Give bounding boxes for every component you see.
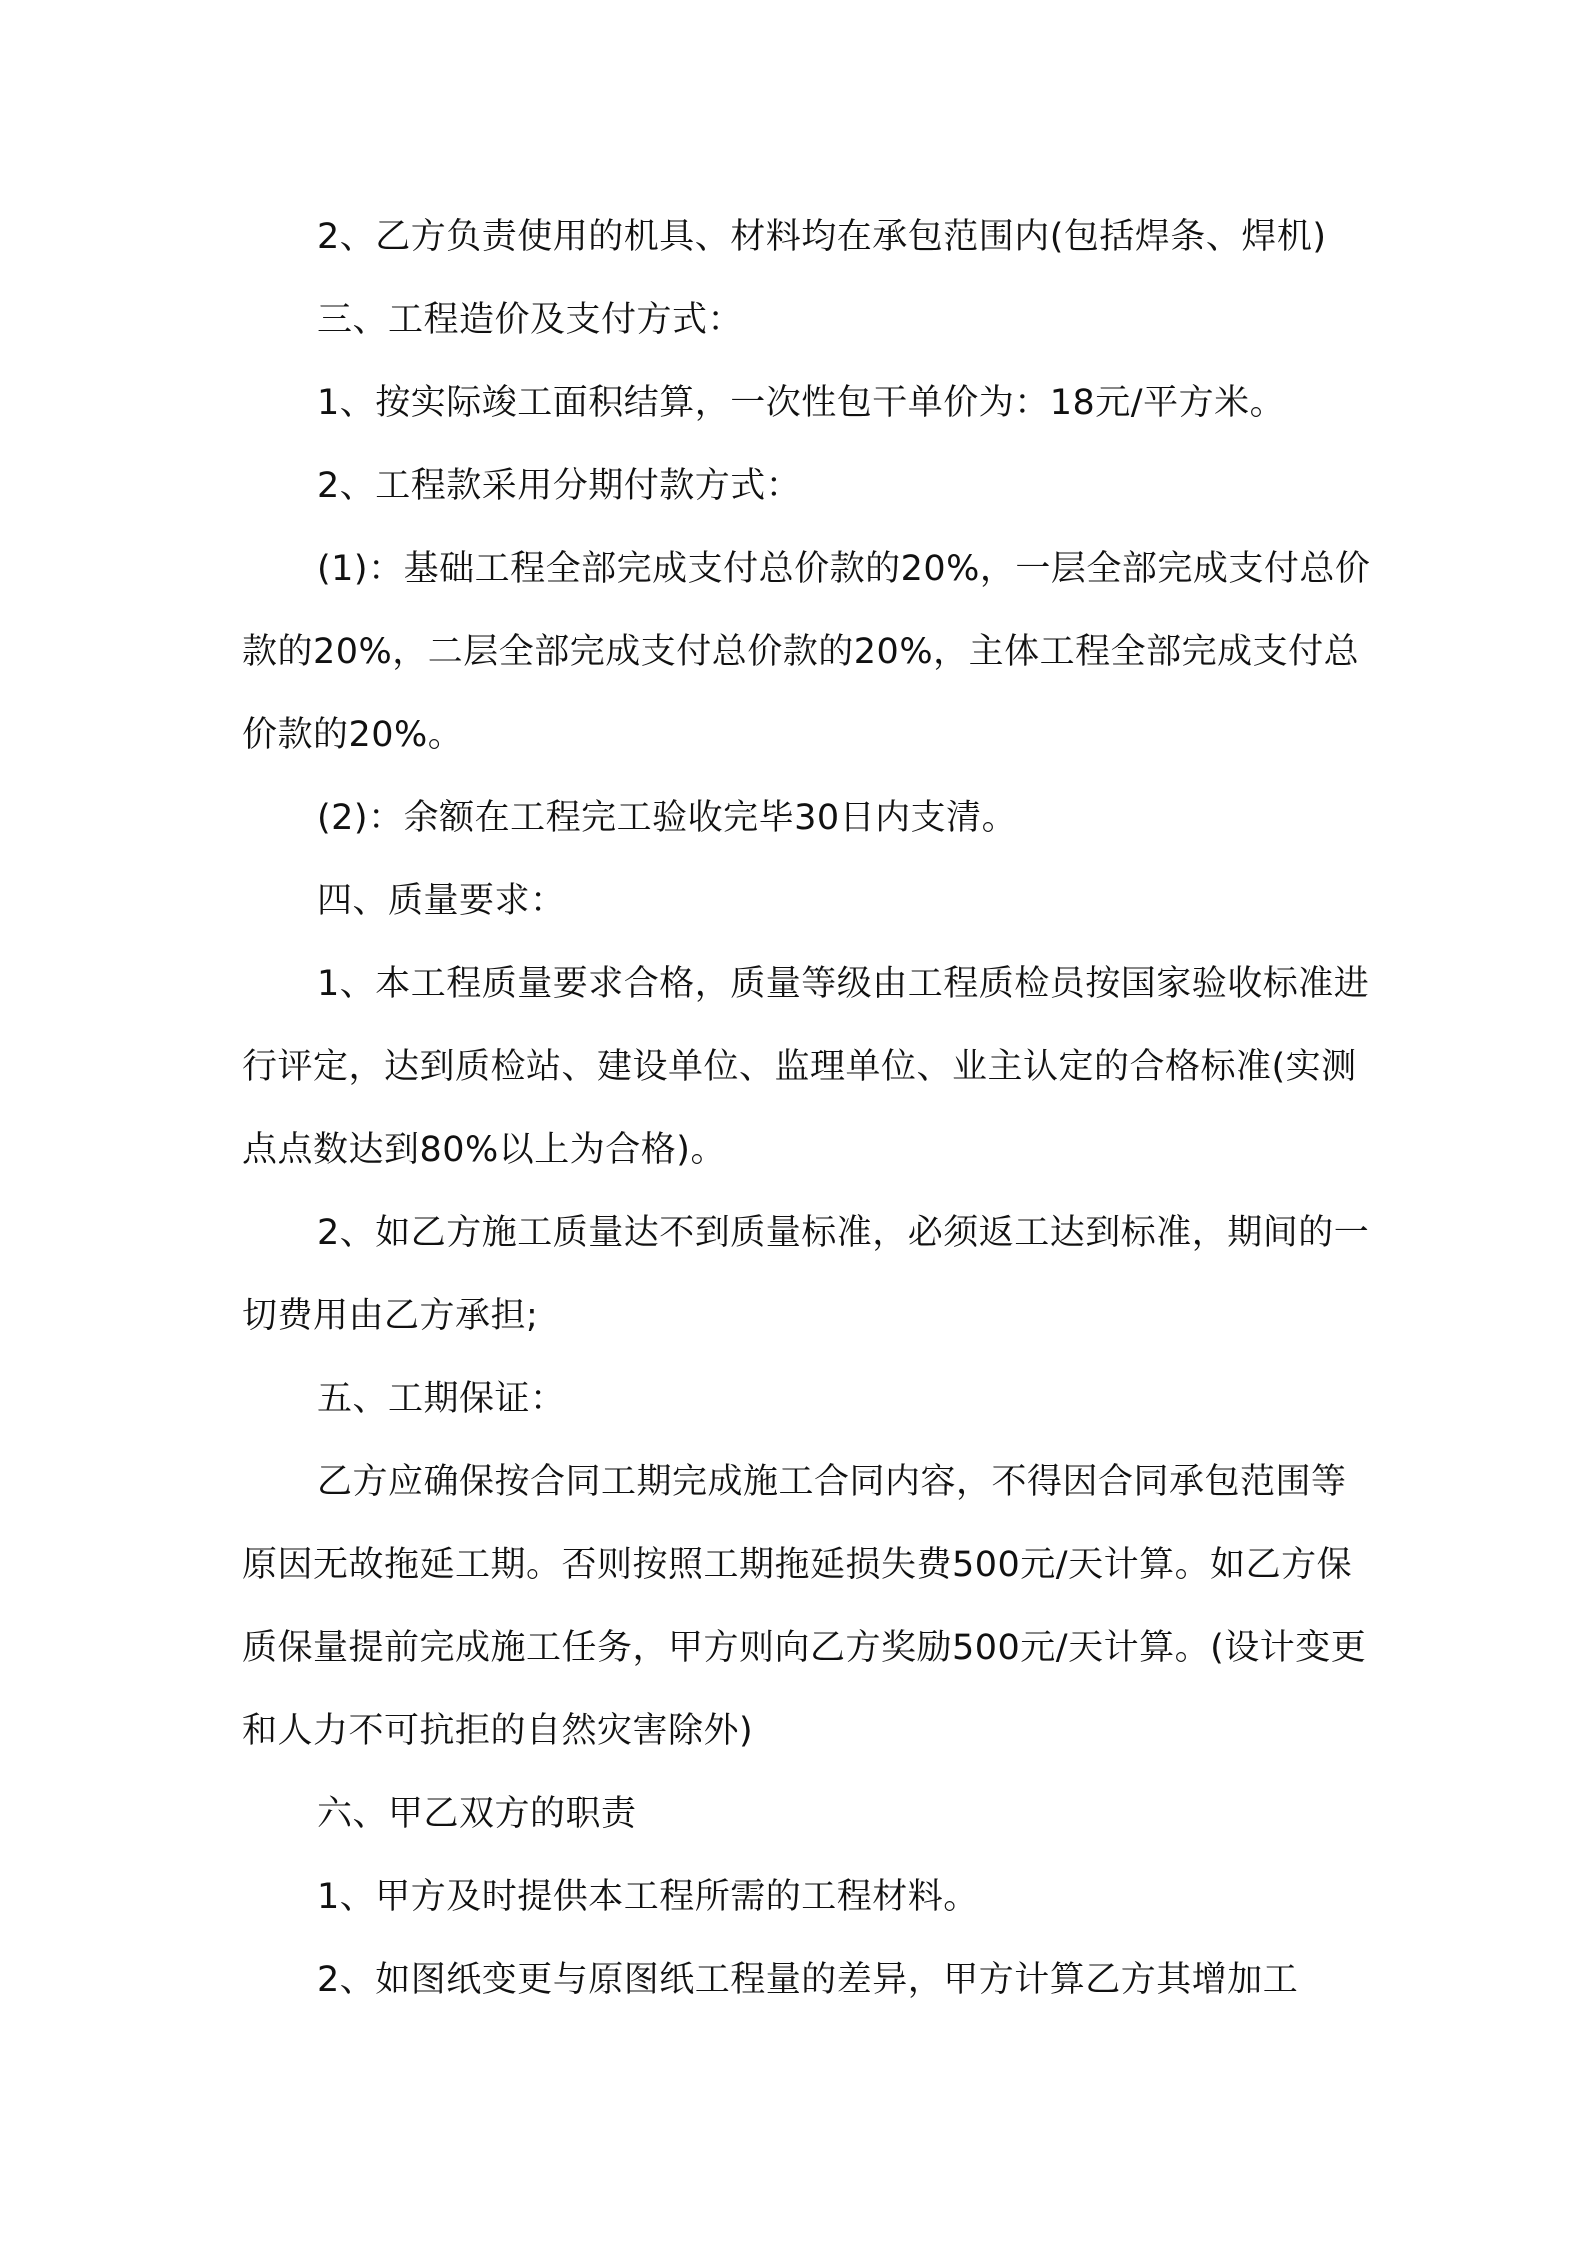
section-heading-4: 四、质量要求： [317,881,566,921]
paragraph-3-2-2: (2)：余额在工程完工验收完毕30日内支清。 [317,798,1018,838]
paragraph-3-2-1: (1)：基础工程全部完成支付总价款的20%，一层全部完成支付总价款的20%，二层全部完成支付总价款的20%，主体工程全部完成支付总价款的20%。 [242,549,1371,755]
paragraph-3-2: 2、工程款采用分期付款方式： [317,466,802,506]
paragraph-4-2: 2、如乙方施工质量达不到质量标准，必须返工达到标准，期间的一切费用由乙方承担; [242,1213,1370,1336]
paragraph-3-1: 1、按实际竣工面积结算，一次性包干单价为：18元/平方米。 [317,383,1286,423]
paragraph-6-1: 1、甲方及时提供本工程所需的工程材料。 [317,1877,979,1917]
section-heading-5: 五、工期保证： [317,1379,566,1419]
paragraph-5-1: 乙方应确保按合同工期完成施工合同内容，不得因合同承包范围等原因无故拖延工期。否则按照工期拖延损失费500元/天计算。如乙方保质保量提前完成施工任务，甲方则向乙方奖励500元/天计算。(设计变更和人力不可抗拒的自然灾害除外) [242,1462,1367,1751]
paragraph-1: 2、乙方负责使用的机具、材料均在承包范围内(包括焊条、焊机) [317,217,1327,257]
section-heading-6: 六、甲乙双方的职责 [317,1794,637,1834]
document-body [242,196,1372,2022]
section-heading-3: 三、工程造价及支付方式： [317,300,744,340]
paragraph-4-1: 1、本工程质量要求合格，质量等级由工程质检员按国家验收标准进行评定，达到质检站、建设单位、监理单位、业主认定的合格标准(实测点点数达到80%以上为合格)。 [242,964,1370,1170]
paragraph-6-2: 2、如图纸变更与原图纸工程量的差异，甲方计算乙方其增加工 [317,1960,1299,2000]
